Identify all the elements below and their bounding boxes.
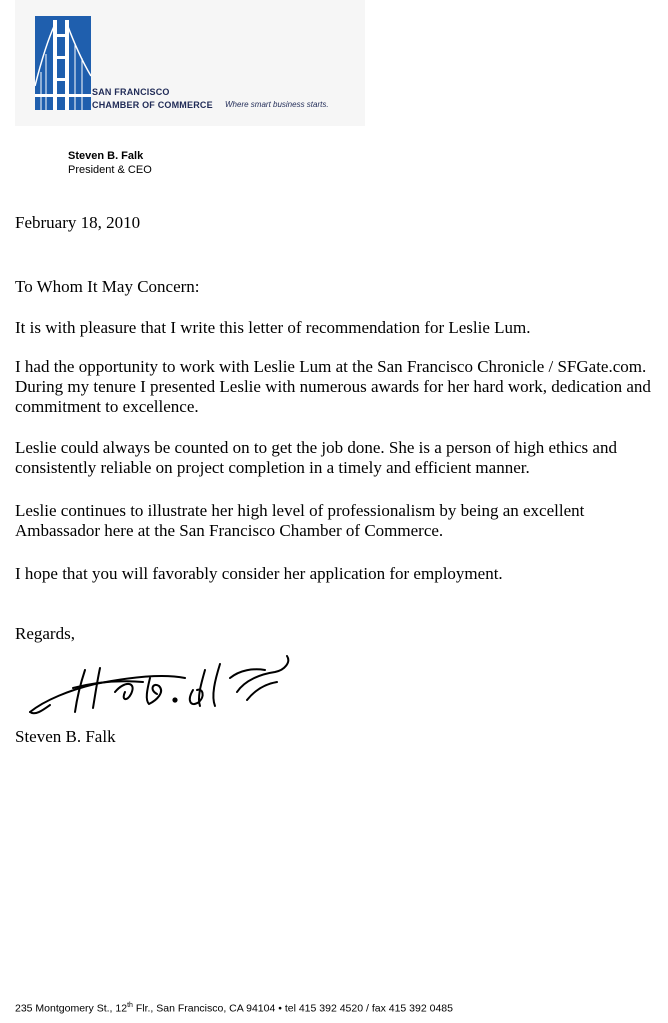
paragraph-2: I had the opportunity to work with Leslie Lum at the San Francisco Chronicle / SFGate.com. During my tenure I presented Leslie with numerous awards for her hard work, dedication and commitment to excellence. <box>15 357 651 416</box>
letterhead <box>15 0 365 126</box>
footer-phone-fax: tel 415 392 4520 / fax 415 392 0485 <box>284 1002 453 1015</box>
paragraph-5: I hope that you will favorably consider her application for employment. <box>15 564 503 583</box>
paragraph-1: It is with pleasure that I write this letter of recommendation for Leslie Lum. <box>15 318 531 337</box>
bullet-separator: • <box>275 1002 285 1015</box>
org-name <box>92 86 213 112</box>
sender-block <box>68 149 152 177</box>
tagline: Where smart business starts. <box>225 100 329 109</box>
footer-floor-suffix: th <box>127 1002 133 1009</box>
org-name-line2: CHAMBER OF COMMERCE <box>92 100 213 110</box>
org-name-line1: SAN FRANCISCO <box>92 87 170 97</box>
paragraph-3: Leslie could always be counted on to get the job done. She is a person of high ethics and consistently reliable on project completion in a timely and efficient manner. <box>15 438 617 477</box>
signature-name: Steven B. Falk <box>15 727 116 746</box>
sender-name: Steven B. Falk <box>68 150 144 162</box>
closing: Regards, <box>15 624 75 643</box>
footer-city: Flr., San Francisco, CA 94104 <box>132 1002 276 1015</box>
paragraph-4: Leslie continues to illustrate her high level of professionalism by being an excellent Ambassador here at the San Francisco Chamber of Commerce. <box>15 501 585 540</box>
handwritten-signature <box>25 650 300 720</box>
footer-address <box>15 1002 453 1015</box>
golden-gate-bridge-icon <box>35 16 91 110</box>
letter-date: February 18, 2010 <box>15 213 141 232</box>
sender-title: President & CEO <box>68 164 152 176</box>
footer-street: 235 Montgomery St., 12 <box>15 1002 128 1015</box>
salutation: To Whom It May Concern: <box>15 277 200 296</box>
